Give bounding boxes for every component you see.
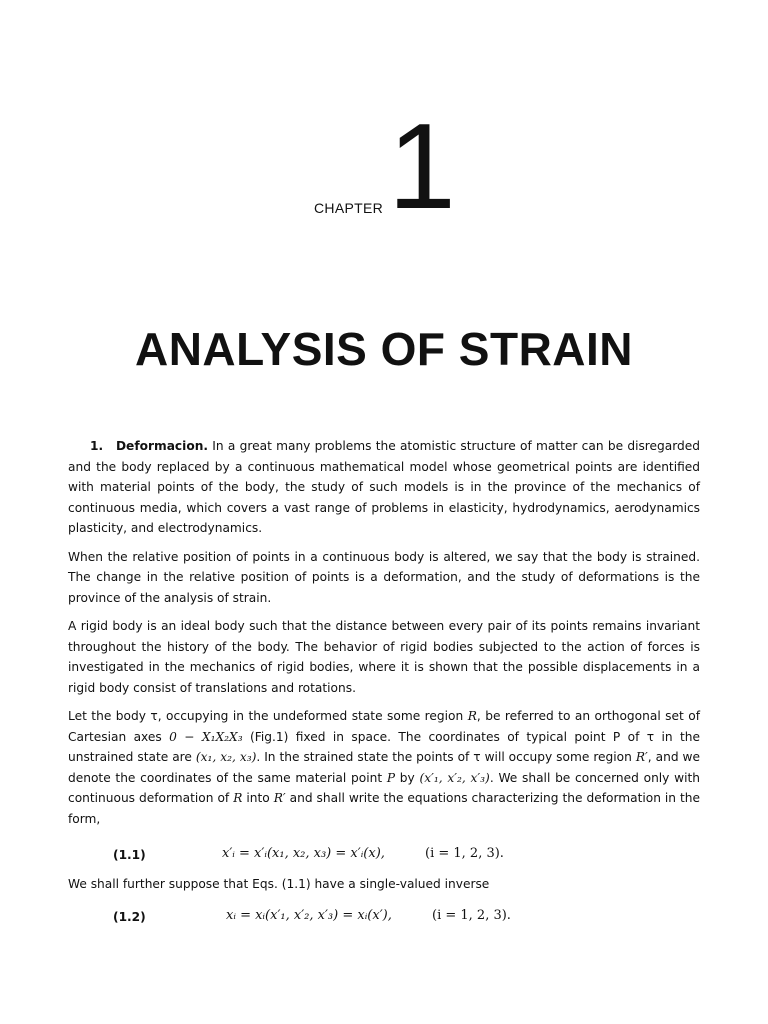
section-number: 1. bbox=[90, 439, 104, 453]
equation-1-2 bbox=[0, 908, 768, 930]
equation-label: (1.2) bbox=[113, 910, 146, 924]
body-text bbox=[68, 436, 700, 837]
paragraph-1-text: In a great many problems the atomistic structure of matter can be disregarded and the body replaced by a continuous mathematical model whose geometrical points are identified with material points of the body, the study of such models is in the province of the mechanics of continuous media, which covers a vast range of problems in elasticity, hydrodynamics, aerodynamics plasticity, and electrodynamics. bbox=[68, 439, 701, 535]
chapter-number: 1 bbox=[388, 98, 456, 234]
inverse-sentence: We shall further suppose that Eqs. (1.1) have a single-valued inverse bbox=[68, 877, 490, 891]
math-axes: 0 − X₁X₂X₃ bbox=[169, 729, 243, 744]
equation-expression: x′ᵢ = x′ᵢ(x₁, x₂, x₃) = x′ᵢ(x), bbox=[222, 846, 385, 861]
paragraph-1 bbox=[68, 436, 700, 539]
chapter-label: CHAPTER bbox=[314, 200, 383, 216]
math-R-prime: R′ bbox=[635, 750, 648, 764]
equation-1-1 bbox=[0, 846, 768, 868]
section-heading: Deformacion. bbox=[115, 439, 209, 453]
paragraph-2: When the relative position of points in a continuous body is altered, we say that the body is strained. The change in the relative position of points is a deformation, and the study of deformations is the province of the analysis of strain. bbox=[68, 549, 700, 605]
equation-expression: xᵢ = xᵢ(x′₁, x′₂, x′₃) = xᵢ(x′), bbox=[226, 908, 392, 923]
math-R: R bbox=[467, 709, 477, 723]
equation-label: (1.1) bbox=[113, 848, 146, 862]
math-P: P bbox=[386, 770, 396, 785]
chapter-title: ANALYSIS OF STRAIN bbox=[134, 323, 634, 375]
equation-condition: (i = 1, 2, 3). bbox=[432, 908, 511, 923]
math-R-2: R bbox=[233, 791, 243, 805]
paragraph-4: Let the body τ, occupying in the undeformed state some region R, be referred to an orthogonal set of Cartesian axes 0 − X₁X₂X₃ (Fig.1) fixed in space. The coordinates of typical point P of τ in the unstrained state are (x₁, x₂, x₃). In the strained state the points of τ will occupy some region R′, and we denote the coordinates of the same material point P by (x′₁, x′₂, x′₃). We shall be concerned only with continuous deformation of R into R′ and shall write the equations characterizing the deformation in the form, bbox=[68, 709, 701, 826]
math-R-prime-2: R′ bbox=[273, 791, 286, 805]
math-coords-prime: (x′₁, x′₂, x′₃) bbox=[419, 770, 490, 785]
paragraph-3: A rigid body is an ideal body such that the distance between every pair of its points remains invariant throughout the history of the body. The behavior of rigid bodies subjected to the action of forces is investigated in the mechanics of rigid bodies, where it is shown that the possible displacements in a rigid body consist of translations and rotations. bbox=[68, 619, 700, 695]
equation-condition: (i = 1, 2, 3). bbox=[425, 846, 504, 861]
math-coords: (x₁, x₂, x₃) bbox=[195, 750, 257, 764]
